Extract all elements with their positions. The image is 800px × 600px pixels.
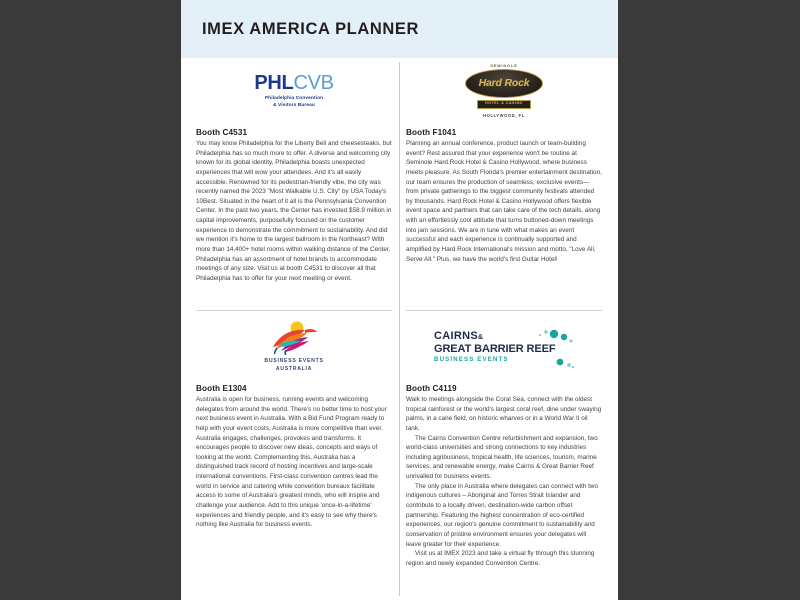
booth-description: The only place in Australia where delegates can connect with two indigenous cultures – Aboriginal and Torres Strait Islander and contribute to a locally driven, destination-wide carbon offset partnership. Featuring the highest concentration of eco-certified experiences, our region's genuine commitment to sustainability and conservation of pristine environment ensures your delegates will leave greater for their experience. [406, 482, 599, 548]
cairns-logo-line2: GREAT BARRIER REEF [434, 342, 556, 355]
booth-description: Australia is open for business, running events and welcoming delegates from around the world. There's no better time to host your next business event in Australia. With a Bid Fund Program ready to help with your event costs, Australia is more competitive than ever. Australia engages, challenges, provokes and transforms. It encourages people to discover new ideas, concepts and ways of looking at the world. Complementing this, Australia has a distinguished track record of hosting incentives and large-scale international conventions. First-class convention centres lead the world in service and catering while convention bureaux facilitate access to some of Australia's greatest minds, who will inspire and challenge your audience. Add to this unique 'once-in-a-lifetime' experiences and friendly people, and it's easy to see why there's nothing like Australia for business events. [196, 396, 387, 529]
hard-rock-logo-seminole-text: SEMINOLE [490, 63, 518, 69]
exhibitor-card-cairns [406, 316, 602, 569]
kangaroo-icon [267, 321, 321, 355]
phlcvb-logo [196, 60, 392, 122]
seminole-hard-rock-logo [406, 60, 602, 122]
hard-rock-logo-name: Hard Rock [478, 77, 530, 90]
phlcvb-logo-light-text: CVB [293, 72, 334, 95]
exhibitor-card-phlcvb [196, 60, 392, 284]
reef-dots-icon [524, 328, 576, 370]
cairns-logo-line1: CAIRNS [434, 330, 478, 343]
exhibitor-card-hardrock [406, 60, 602, 264]
page-header [181, 0, 618, 58]
booth-description: Walk to meetings alongside the Coral Sea, connect with the oldest tropical rainforest or the world's largest coral reef, dine under swaying palms, in a cane field, on historic wharves or in a World War II oil tank. [406, 396, 602, 432]
row-divider-left [196, 310, 392, 311]
business-events-australia-logo-line2: AUSTRALIA [275, 365, 313, 372]
cairns-logo-ampersand: & [477, 334, 484, 342]
hard-rock-logo-location: HOLLYWOOD, FL [483, 112, 525, 118]
phlcvb-logo-subtitle-line2: & Visitors Bureau [273, 102, 315, 108]
page-title: IMEX AMERICA PLANNER [202, 20, 420, 38]
booth-number: Booth F1041 [406, 128, 457, 137]
business-events-australia-logo [196, 316, 392, 378]
booth-number: Booth C4119 [406, 384, 457, 393]
hard-rock-logo-subtext: HOTEL & CASINO [485, 101, 523, 106]
booth-description: Visit us at IMEX 2023 and take a virtual fly through this stunning region and newly expanded Convention Centre. [406, 550, 595, 567]
exhibitor-grid [181, 58, 618, 600]
planner-page [181, 0, 618, 600]
booth-number: Booth E1304 [196, 384, 247, 393]
column-divider [399, 62, 400, 596]
cairns-great-barrier-reef-logo [406, 316, 602, 378]
booth-description: The Cairns Convention Centre refurbishment and expansion, two world-class universities and strong connections to key industries including agribusiness, tropical health, life sciences, tourism, marine services, and renewable energy, make Cairns & Great Barrier Reef unrivalled for business events. [406, 434, 598, 481]
business-events-australia-logo-line1: BUSINESS EVENTS [264, 357, 324, 364]
row-divider-right [406, 310, 602, 311]
exhibitor-card-business-events-australia [196, 316, 392, 530]
booth-description: You may know Philadelphia for the Liberty Bell and cheesesteaks, but Philadelphia has so much more to offer. A diverse and welcoming city known for its global identity, Philadelphia boasts unexpected experiences that will wow your attendees. And it's all easily accessible. Renowned for its pedestrian-friendly vibe, the city was recently named the 2023 "Most Walkable U.S. City" by USA Today's 10Best. Situated in the heart of it all is the Pennsylvania Convention Center. In the past two years, the Center has invested $58.9 million in capital improvements, purposefully focused on the customer experience to demonstrate the commitment to sustainability. And did we mention it's home to the largest ballroom in the Northeast? With more than 14,400+ hotel rooms within walking distance of the Center, Philadelphia has an assortment of hotel brands to accommodate meetings of any size. Visit us at booth C4531 to discover all that Philadelphia has to offer for your next meeting or event. [196, 140, 392, 282]
phlcvb-logo-subtitle-line1: Philadelphia Convention [264, 96, 324, 102]
page-gutter-right [618, 0, 800, 600]
booth-description: Planning an annual conference, product launch or team-building event? Rest assured that your experience won't be routine at Seminole Hard Rock Hotel & Casino Hollywood, where business meets pleasure. As South Florida's premier entertainment destination, our team ensures the production of seamless, exclusive events—from private gatherings to the biggest community festivals attended by thousands. Hard Rock Hotel & Casino Hollywood offers flexible event space and partners that can take care of the tech details, along with an effortlessly cool attitude that turns buttoned-down meetings into jam sessions. We are in tune with what makes an event successful and each experience is continually supported and amplified by Hard Rock International's mission and motto, "Love All, Serve All." Plus, we have the world's first Guitar Hotel! [406, 140, 602, 263]
cairns-logo-line3: BUSINESS EVENTS [434, 355, 509, 363]
booth-number: Booth C4531 [196, 128, 248, 137]
phlcvb-logo-dark-text: PHL [254, 72, 294, 95]
